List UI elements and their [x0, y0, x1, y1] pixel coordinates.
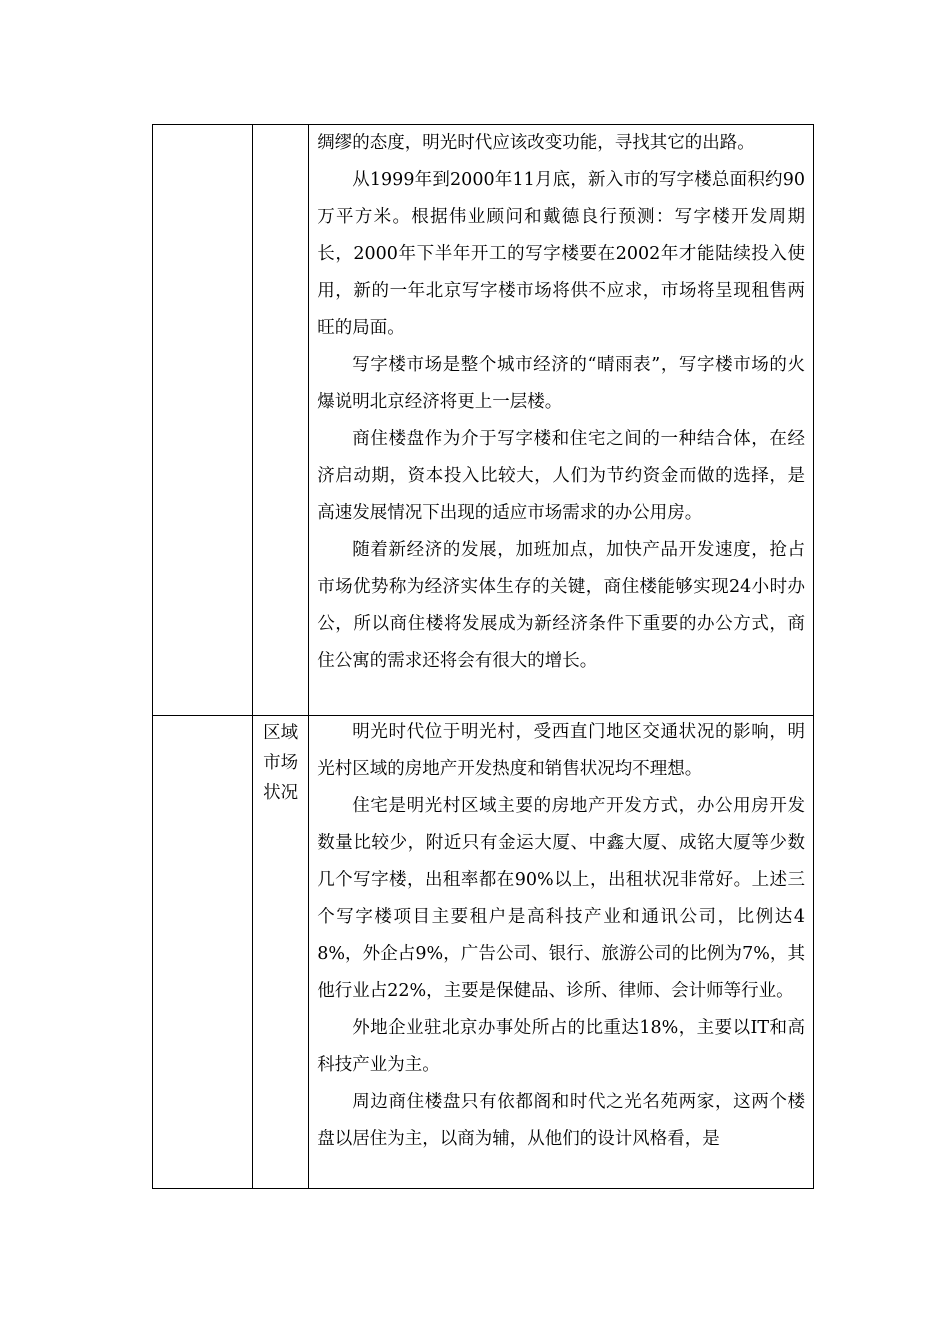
row-label-cell	[253, 716, 309, 1189]
document-table	[152, 124, 814, 1189]
paragraph: 明光时代位于明光村，受西直门地区交通状况的影响，明光村区域的房地产开发热度和销售状况均不理想。	[317, 722, 805, 779]
paragraph: 绸缪的态度，明光时代应该改变功能，寻找其它的出路。	[317, 133, 755, 153]
paragraph: 写字楼市场是整个城市经济的“晴雨表”，写字楼市场的火爆说明北京经济将更上一层楼。	[317, 355, 805, 412]
row-label: 状况	[263, 783, 299, 803]
content-cell	[309, 125, 814, 716]
row-label: 区域	[263, 723, 299, 743]
paragraph: 住宅是明光村区域主要的房地产开发方式，办公用房开发数量比较少，附近只有金运大厦、中鑫大厦、成铭大厦等少数几个写字楼，出租率都在90%以上，出租状况非常好。上述三个写字楼项目主要租户是高科技产业和通讯公司，比例达48%，外企占9%，广告公司、银行、旅游公司的比例为7%，其他行业占22%，主要是保健品、诊所、律师、会计师等行业。	[317, 796, 805, 1001]
paragraph: 周边商住楼盘只有依都阁和时代之光名苑两家，这两个楼盘以居住为主，以商为辅，从他们的设计风格看，是	[317, 1092, 805, 1149]
table-cell-empty	[253, 125, 309, 716]
table-cell-empty	[153, 125, 253, 716]
paragraph: 随着新经济的发展，加班加点，加快产品开发速度，抢占市场优势称为经济实体生存的关键，商住楼能够实现24小时办公，所以商住楼将发展成为新经济条件下重要的办公方式，商住公寓的需求还将会有很大的增长。	[317, 540, 805, 671]
content-cell	[309, 716, 814, 1189]
table-cell-empty	[153, 716, 253, 1189]
row-label: 市场	[263, 753, 299, 773]
table-row	[153, 716, 814, 1189]
paragraph: 从1999年到2000年11月底，新入市的写字楼总面积约90万平方米。根据伟业顾问和戴德良行预测：写字楼开发周期长，2000年下半年开工的写字楼要在2002年才能陆续投入使用，新的一年北京写字楼市场将供不应求，市场将呈现租售两旺的局面。	[317, 170, 805, 338]
paragraph: 外地企业驻北京办事处所占的比重达18%，主要以IT和高科技产业为主。	[317, 1018, 805, 1075]
table-row	[153, 125, 814, 716]
paragraph: 商住楼盘作为介于写字楼和住宅之间的一种结合体，在经济启动期，资本投入比较大，人们为节约资金而做的选择，是高速发展情况下出现的适应市场需求的办公用房。	[317, 429, 805, 523]
